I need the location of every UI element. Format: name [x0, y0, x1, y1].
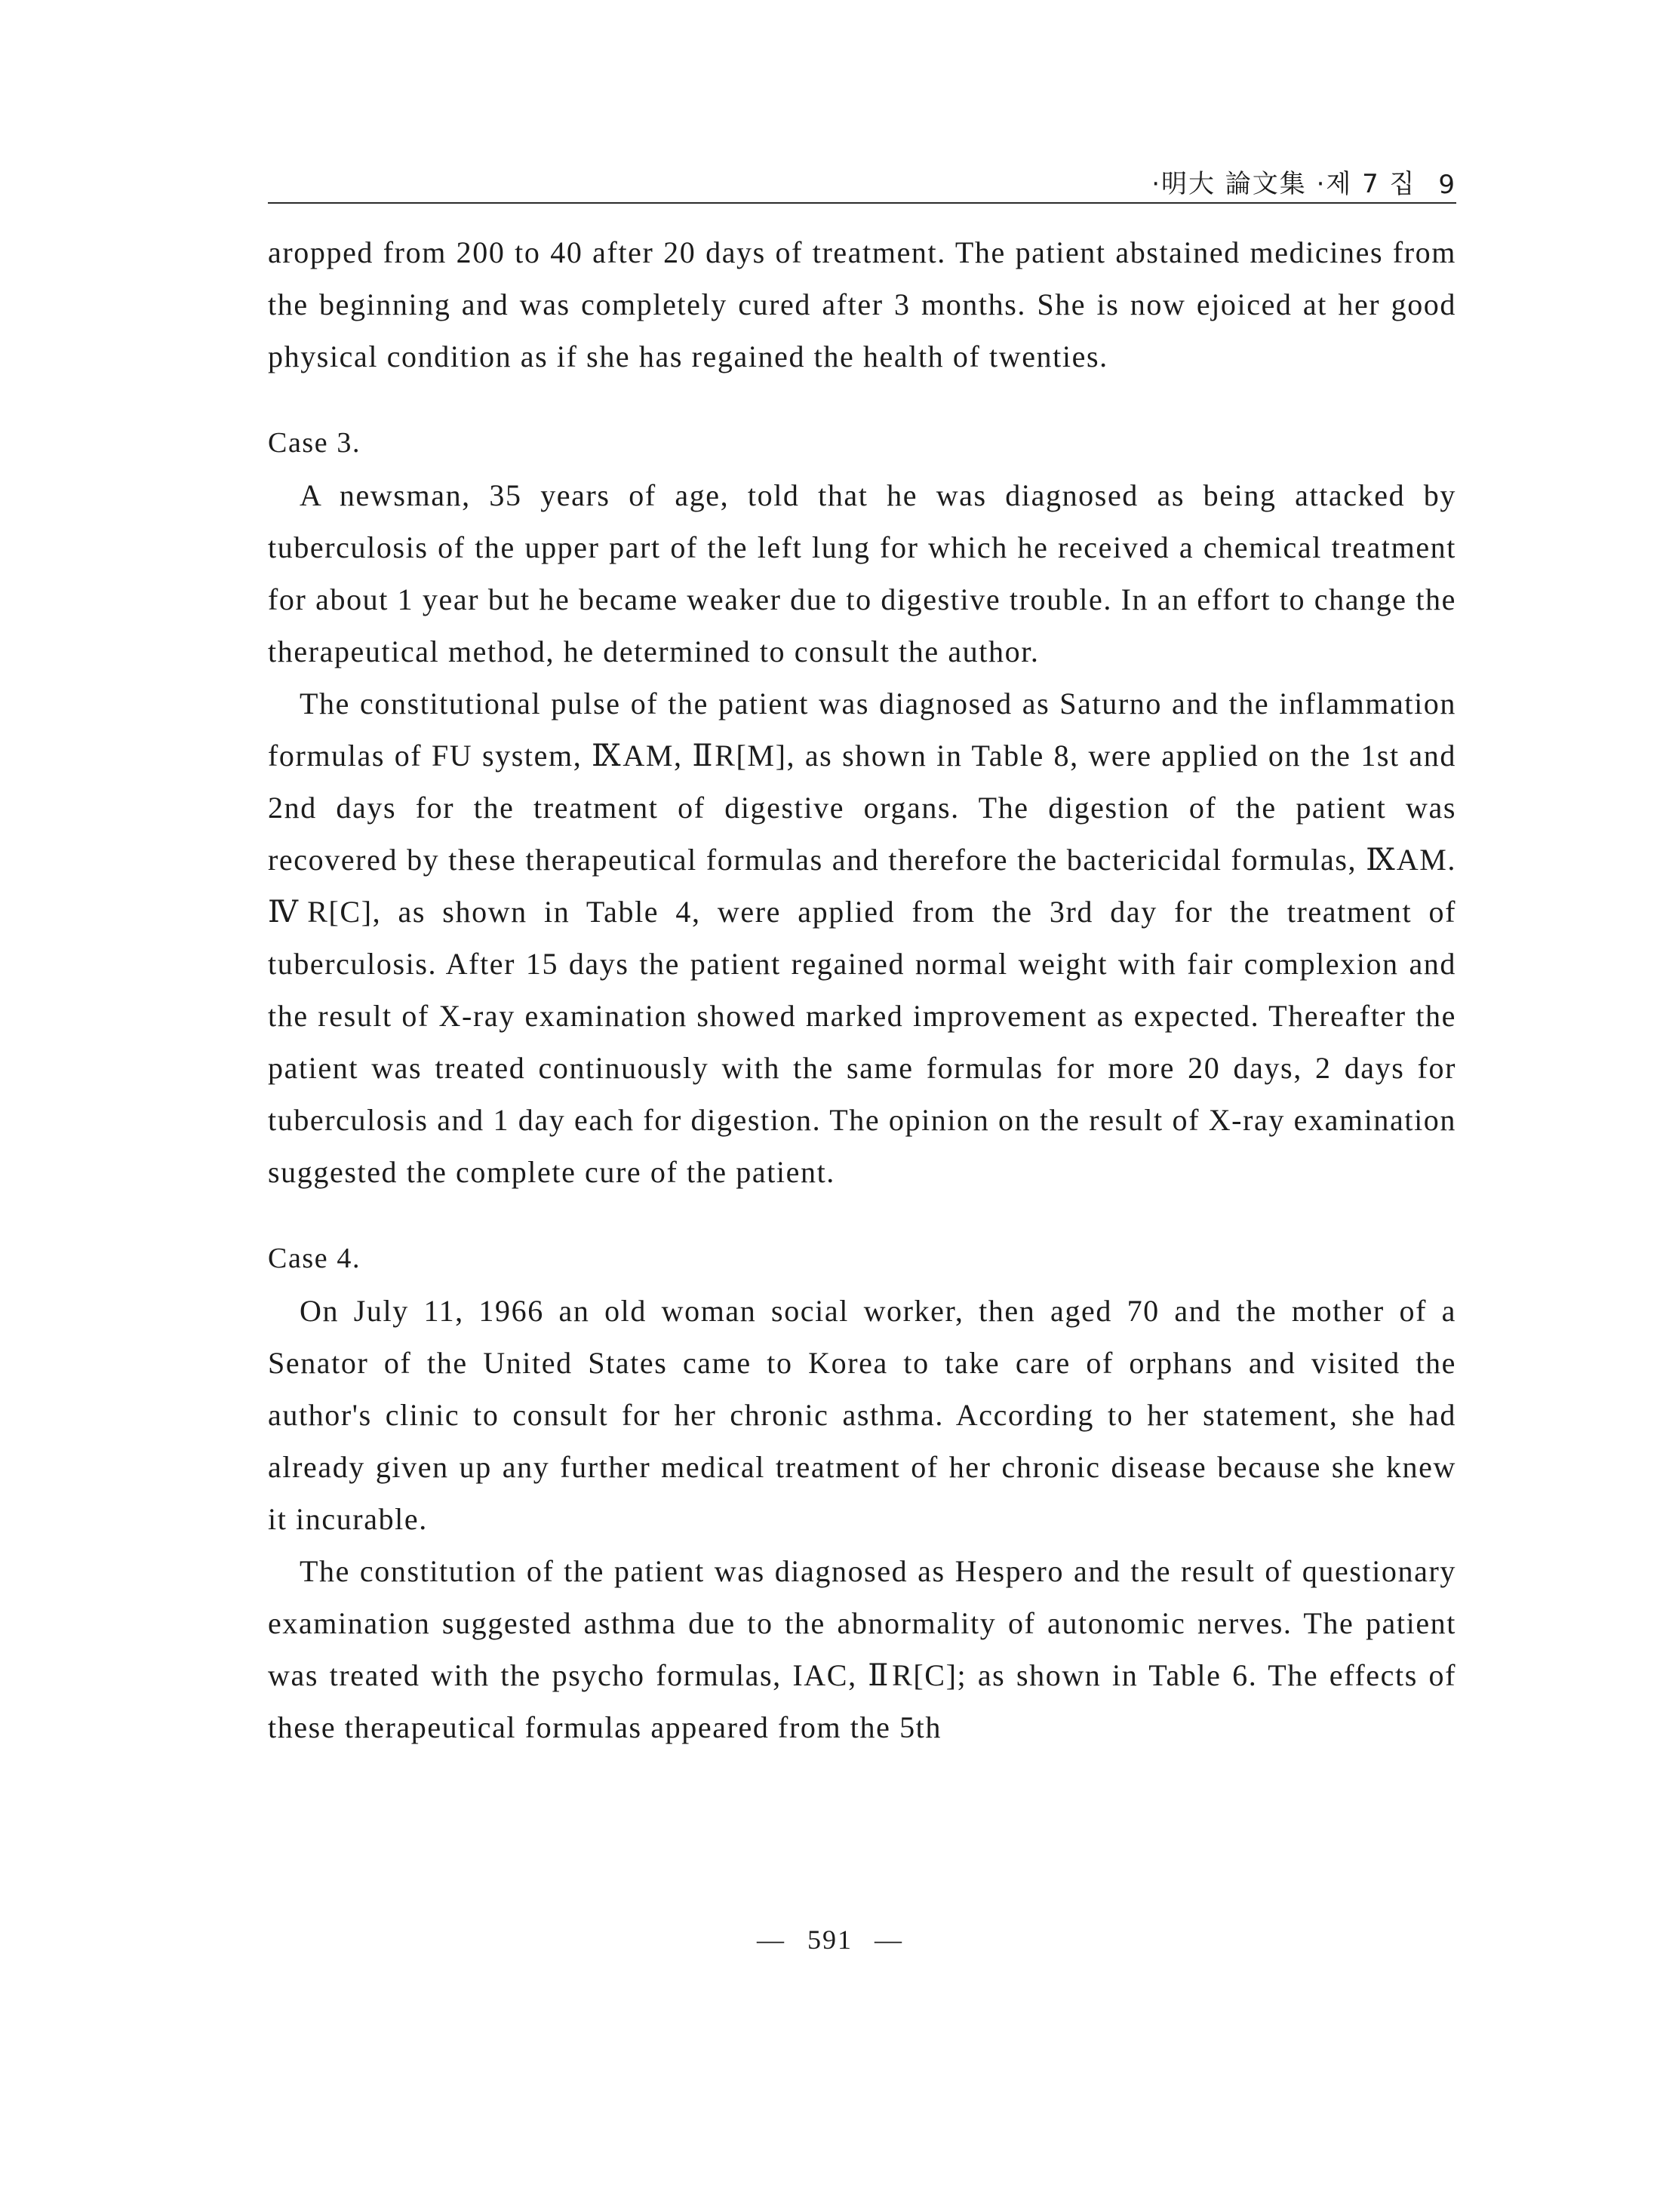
- header-page-number: 9: [1438, 170, 1456, 200]
- footer-dash-right: —: [875, 1925, 903, 1955]
- running-header: [268, 155, 1456, 200]
- case-3-paragraph-1: A newsman, 35 years of age, told that he was diagnosed as being attacked by tuberculosis of the upper part of the left lung for which he received a chemical treatment for about 1 year but he became weaker due to digestive trouble. In an effort to change the therapeutical method, he determined to consult the author.: [268, 478, 1456, 668]
- paragraph-continuation: aropped from 200 to 40 after 20 days of treatment. The patient abstained medicines from the beginning and was completely cured after 3 months. She is now ejoiced at her good physical condition as if she has regained the health of twenties.: [268, 235, 1456, 373]
- footer-dash-left: —: [757, 1925, 785, 1955]
- header-rule: [268, 202, 1456, 204]
- body-text: [268, 226, 1456, 1753]
- footer-page-number: 591: [807, 1925, 853, 1955]
- journal-title: ·明大 論文集 ·제 7 집: [1151, 169, 1416, 199]
- case-3-heading: Case 3.: [268, 427, 361, 459]
- case-4-paragraph-1: On July 11, 1966 an old woman social worker, then aged 70 and the mother of a Senator of the United States came to Korea to take care of orphans and visited the author's clinic to consult for her chronic asthma. According to her statement, she had already given up any further medical treatment of her chronic disease because she knew it incurable.: [268, 1294, 1456, 1536]
- case-4-paragraph-2: The constitution of the patient was diagnosed as Hespero and the result of questionary examination suggested asthma due to the abnormality of autonomic nerves. The patient was treated with the psycho formulas, IAC, ⅡR[C]; as shown in Table 6. The effects of these therapeutical formulas appeared from the 5th: [268, 1554, 1456, 1744]
- case-3-paragraph-2: The constitutional pulse of the patient was diagnosed as Saturno and the inflammation formulas of FU system, ⅨAM, ⅡR[M], as shown in Table 8, were applied on the 1st and 2nd days for the treatment of digestive organs. The digestion of the patient was recovered by these therapeutical formulas and therefore the bactericidal formulas, ⅨAM. ⅣR[C], as shown in Table 4, were applied from the 3rd day for the treatment of tuberculosis. After 15 days the patient regained normal weight with fair complexion and the result of X-ray examination showed marked improvement as expected. Thereafter the patient was treated continuously with the same formulas for more 20 days, 2 days for tuberculosis and 1 day each for digestion. The opinion on the result of X-ray examination suggested the complete cure of the patient.: [268, 687, 1456, 1189]
- case-4-heading: Case 4.: [268, 1243, 361, 1274]
- page-footer: [0, 1924, 1660, 1955]
